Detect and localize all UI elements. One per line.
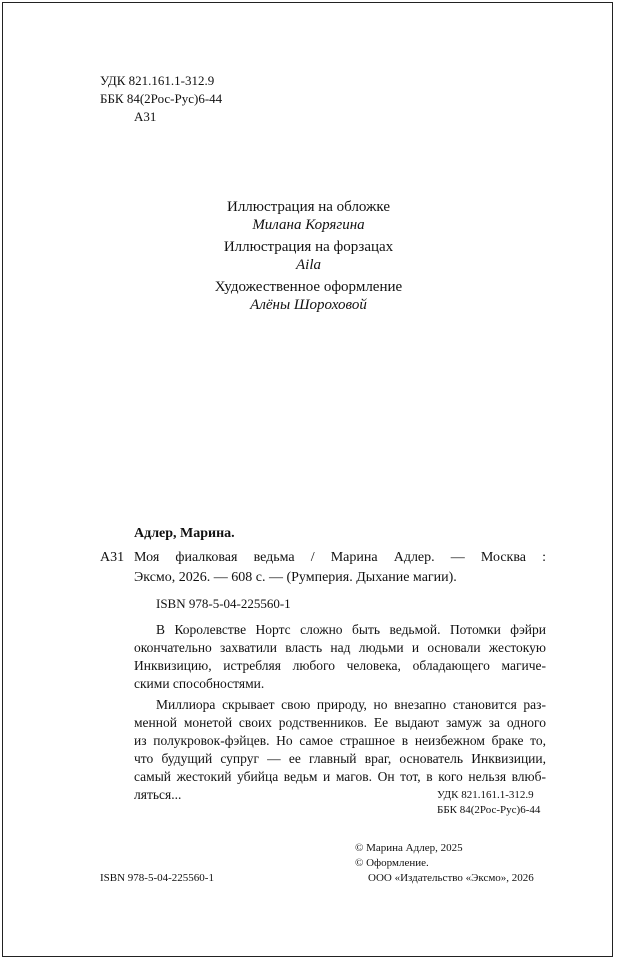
annotation-line: Инквизицию, истребляя любого человека, обладающего магиче- [134, 658, 546, 673]
catalog-author: Адлер, Марина. [134, 526, 235, 541]
bbk-code-right: ББК 84(2Рос-Рус)6-44 [437, 804, 541, 816]
credit-role: Художественное оформление [214, 279, 403, 295]
catalog-desc-line1: Моя фиалковая ведьма / Марина Адлер. — Москва : [134, 550, 546, 565]
annotation-line: Миллиора скрывает свою природу, но внезапно становится раз- [156, 697, 546, 712]
credit-name: Алёны Шороховой [250, 297, 367, 313]
udk-code-right: УДК 821.161.1-312.9 [437, 789, 534, 801]
catalog-code: А31 [100, 550, 125, 565]
annotation-line: окончательно захватили власть над людьми и основали жестокую [134, 640, 546, 655]
credit-design [0, 278, 617, 314]
catalog-desc-line2: Эксмо, 2026. — 608 с. — (Румперия. Дыхание магии). [134, 570, 457, 585]
copyright-author: © Марина Адлер, 2025 [355, 842, 463, 854]
udk-code: УДК 821.161.1-312.9 [100, 73, 215, 88]
annotation-line: что будущий супруг — ее главный враг, основатель Инквизиции, [134, 751, 546, 766]
annotation-line: из полукровок-фэйцев. Но самое страшное в неизбежном браке то, [134, 733, 546, 748]
footer-isbn: ISBN 978-5-04-225560-1 [100, 872, 214, 884]
bbk-code: ББК 84(2Рос-Рус)6-44 [100, 91, 223, 106]
author-mark: А31 [134, 109, 157, 124]
catalog-isbn: ISBN 978-5-04-225560-1 [156, 596, 291, 611]
annotation-line: ляться... [134, 787, 182, 802]
annotation-line: скими способностями. [134, 676, 265, 691]
credit-role: Иллюстрация на обложке [226, 199, 390, 215]
credit-name: Aila [296, 257, 321, 273]
credit-role: Иллюстрация на форзацах [223, 239, 394, 255]
copyright-publisher: ООО «Издательство «Эксмо», 2026 [368, 872, 534, 884]
credit-cover [0, 198, 617, 234]
credits-block [0, 198, 617, 318]
credit-endpapers [0, 238, 617, 274]
annotation [134, 621, 546, 804]
credit-name: Милана Корягина [252, 217, 365, 233]
annotation-line: менной монетой своих родственников. Ее выдают замуж за одного [134, 715, 546, 730]
copyright-design: © Оформление. [355, 857, 429, 869]
annotation-line: В Королевстве Нортс сложно быть ведьмой. Потомки фэйри [156, 622, 546, 637]
annotation-line: самый жестокий убийца ведьм и магов. Он тот, в кого нельзя влюб- [134, 769, 546, 784]
